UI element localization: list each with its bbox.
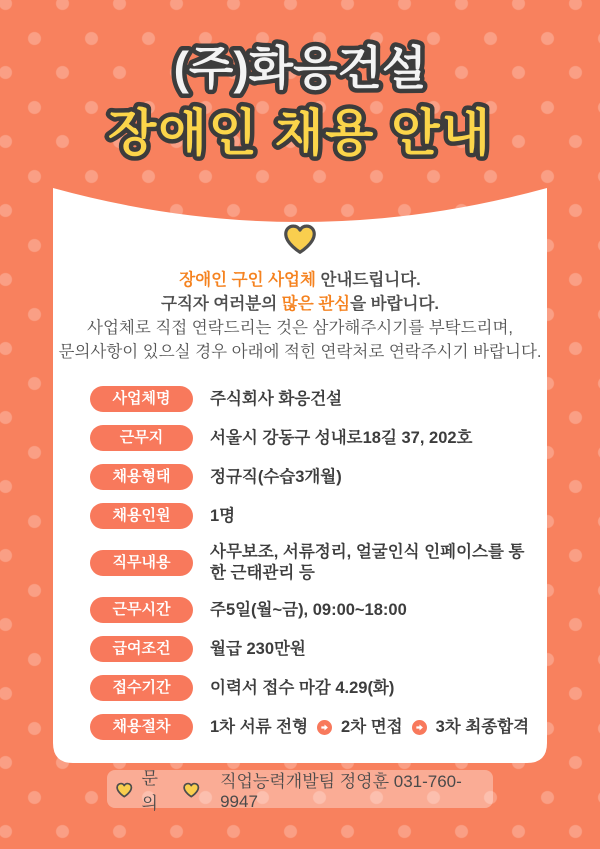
contact-bar [107, 769, 493, 813]
field-row-company-name [90, 386, 533, 412]
field-value: 서울시 강동구 성내로18길 37, 202호 [210, 428, 473, 447]
field-label: 채용절차 [90, 714, 193, 740]
process-step-2: 2차 면접 [341, 717, 403, 736]
poster-title [0, 28, 600, 188]
field-value: 이력서 접수 마감 4.29(화) [210, 678, 395, 697]
arrow-right-icon [317, 720, 332, 735]
field-row-headcount [90, 503, 533, 529]
field-label: 채용인원 [90, 503, 193, 529]
field-label: 급여조건 [90, 636, 193, 662]
process-step-3: 3차 최종합격 [435, 717, 530, 736]
intro-text [53, 268, 547, 364]
field-row-workplace [90, 425, 533, 451]
field-label: 근무지 [90, 425, 193, 451]
field-value: 주5일(월~금), 09:00~18:00 [210, 600, 407, 619]
heart-icon [181, 780, 202, 799]
company-title: (주)화응건설 [173, 42, 427, 94]
field-label: 접수기간 [90, 675, 193, 701]
process-steps [210, 717, 529, 738]
field-label: 직무내용 [90, 550, 193, 576]
field-value: 월급 230만원 [210, 639, 306, 658]
heart-icon [114, 780, 135, 799]
field-label: 채용형태 [90, 464, 193, 490]
process-step-1: 1차 서류 전형 [210, 717, 309, 736]
field-label: 근무시간 [90, 597, 193, 623]
field-label: 사업체명 [90, 386, 193, 412]
field-row-working-hours [90, 597, 533, 623]
contact-info: 직업능력개발팀 정영훈 031-760-9947 [220, 771, 462, 811]
contact-label: 문의 [141, 769, 158, 813]
intro-line-4: 문의사항이 있으실 경우 아래에 적힌 연락처로 연락주시기 바랍니다. [58, 343, 542, 361]
field-value: 주식회사 화응건설 [210, 389, 343, 408]
intro-line-3: 사업체로 직접 연락드리는 것은 삼가해주시기를 부탁드리며, [87, 319, 513, 337]
field-row-job-duties [90, 542, 533, 584]
intro-line-2: 구직자 여러분의 많은 관심을 바랍니다. [161, 295, 439, 313]
field-row-application-period [90, 675, 533, 701]
field-value: 1명 [210, 506, 236, 525]
arrow-right-icon [412, 720, 427, 735]
field-row-salary [90, 636, 533, 662]
field-row-employment-type [90, 464, 533, 490]
field-row-hiring-process [90, 714, 533, 740]
field-value: 정규직(수습3개월) [210, 467, 342, 486]
field-value: 사무보조, 서류정리, 얼굴인식 인페이스를 통한 근태관리 등 [210, 543, 525, 582]
info-card [53, 186, 547, 763]
heart-icon [280, 219, 320, 257]
intro-line-1: 장애인 구인 사업체 안내드립니다. [179, 271, 421, 289]
poster-subtitle: 장애인 채용 안내 [108, 105, 492, 161]
field-list [90, 386, 533, 753]
